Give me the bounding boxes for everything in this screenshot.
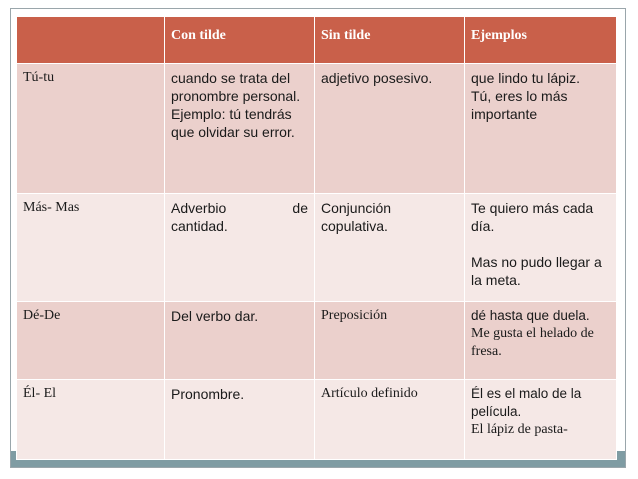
row-word: Tú-tu [17, 64, 165, 194]
header-cell-con-tilde: Con tilde [165, 17, 315, 64]
row-sin-tilde: Artículo definido [315, 380, 465, 460]
con-tilde-first-line [171, 199, 308, 217]
row-word: Él- El [17, 380, 165, 460]
row-con-tilde: Del verbo dar. [165, 302, 315, 380]
row-con-tilde: Pronombre. [165, 380, 315, 460]
row-sin-tilde: Preposición [315, 302, 465, 380]
example-line: Te quiero más cada día. [471, 200, 594, 234]
table-header-row [17, 17, 617, 64]
table-row [17, 380, 617, 460]
example-line: dé hasta que duela. [471, 308, 590, 323]
row-ejemplos [465, 194, 617, 302]
table-row [17, 194, 617, 302]
con-tilde-word-c: cantidad. [171, 218, 228, 234]
row-ejemplos [465, 302, 617, 380]
table-row [17, 64, 617, 194]
row-ejemplos [465, 380, 617, 460]
row-ejemplos [465, 64, 617, 194]
example-line: Mas no pudo llegar a la meta. [471, 254, 602, 288]
accent-table [16, 16, 617, 460]
example-line: que lindo tu lápiz. [471, 70, 580, 86]
header-cell-ejemplos: Ejemplos [465, 17, 617, 64]
row-con-tilde [165, 194, 315, 302]
example-line: Tú, eres lo más importante [471, 88, 568, 122]
example-line: El lápiz de pasta- [471, 422, 568, 437]
header-cell-empty [17, 17, 165, 64]
header-cell-sin-tilde: Sin tilde [315, 17, 465, 64]
con-tilde-word-a: Adverbio [171, 200, 227, 216]
row-sin-tilde: adjetivo posesivo. [315, 64, 465, 194]
row-sin-tilde: Conjunción copulativa. [315, 194, 465, 302]
row-word: Dé-De [17, 302, 165, 380]
example-line: Él es el malo de la película. [471, 386, 582, 419]
row-word: Más- Mas [17, 194, 165, 302]
table-row [17, 302, 617, 380]
row-con-tilde: cuando se trata del pronombre personal. Ejemplo: tú tendrás que olvidar su error. [165, 64, 315, 194]
con-tilde-word-b: de [292, 200, 308, 216]
example-line: Me gusta el helado de fresa. [471, 326, 594, 359]
